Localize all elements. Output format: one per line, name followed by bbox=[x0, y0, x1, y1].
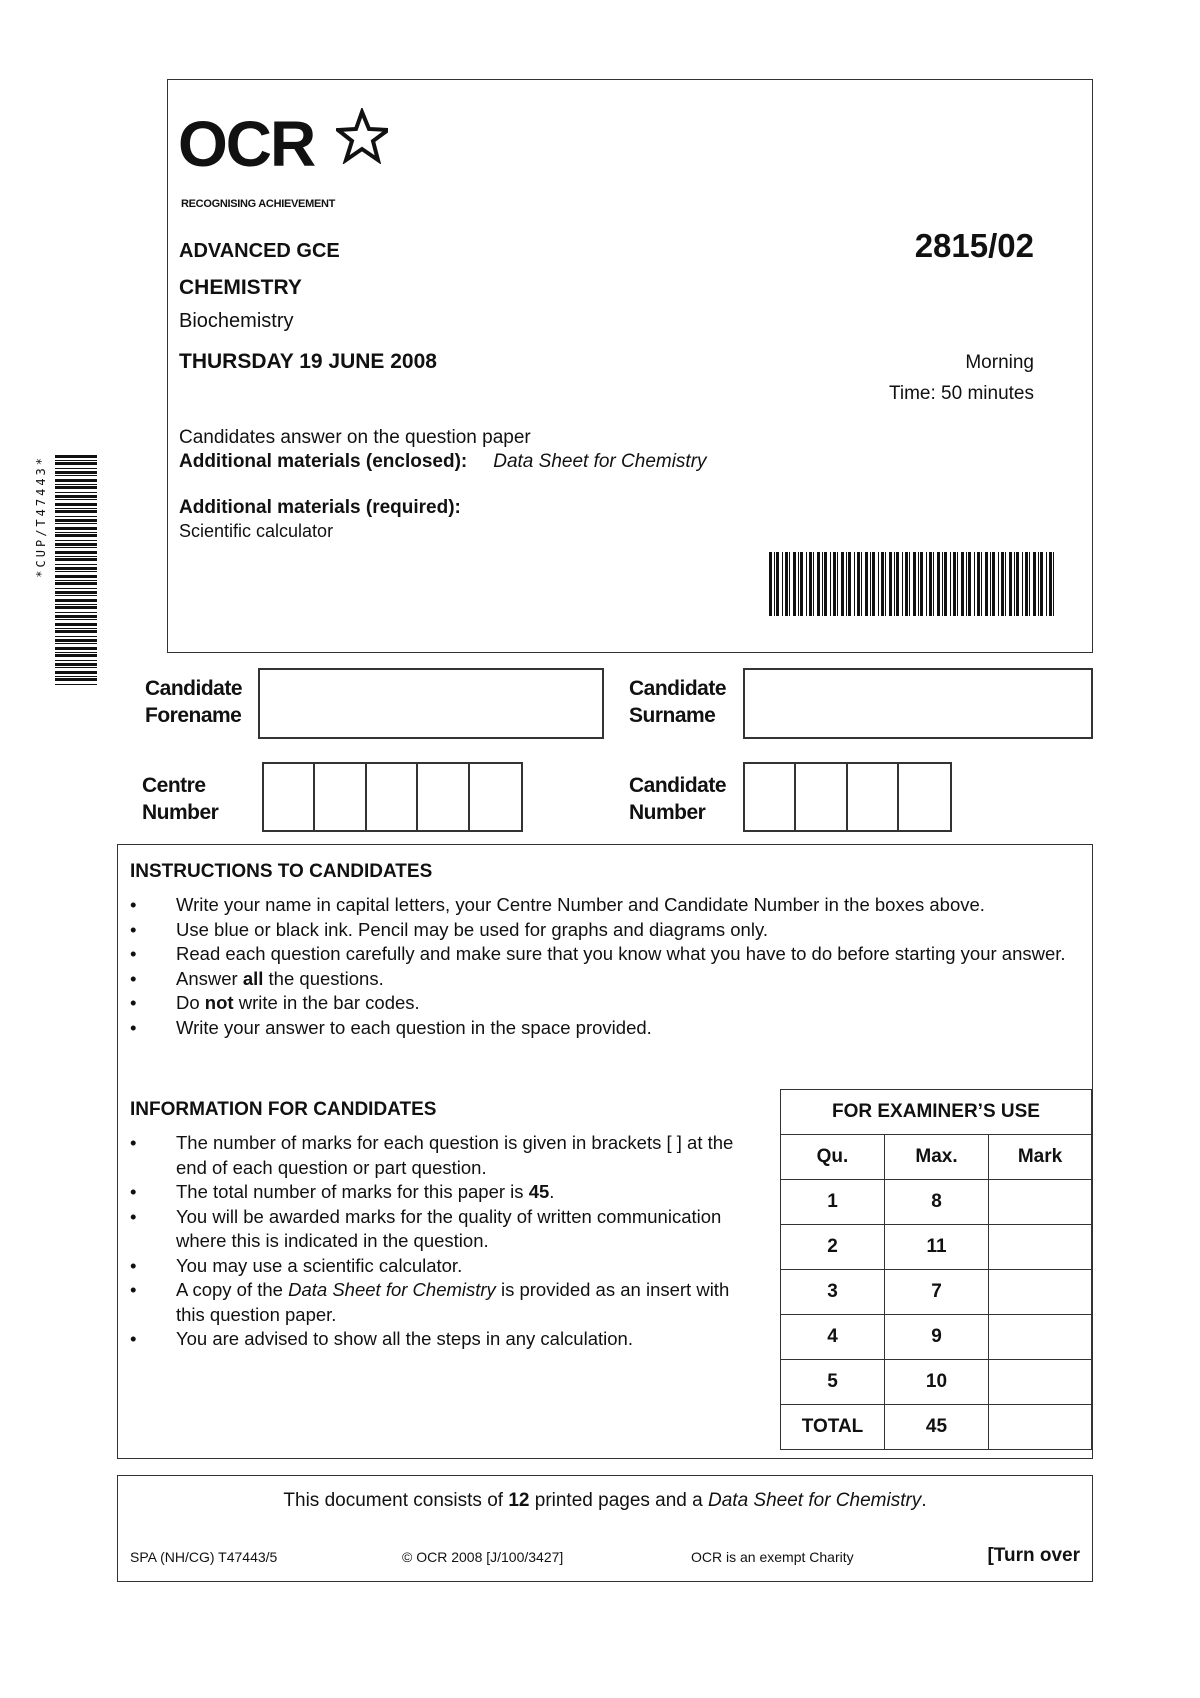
barcode-bar bbox=[846, 552, 847, 616]
col-header-max: Max. bbox=[885, 1135, 989, 1180]
instruction-item: • Use blue or black ink. Pencil may be used for graphs and diagrams only. bbox=[130, 918, 1085, 943]
instruction-item: • Write your name in capital letters, your Centre Number and Candidate Number in the boxes above. bbox=[130, 893, 1085, 918]
barcode-bar bbox=[1009, 552, 1012, 616]
barcode-bar bbox=[961, 552, 964, 616]
centre-label-line1: Centre bbox=[142, 774, 206, 797]
max-mark: 8 bbox=[885, 1180, 989, 1225]
mark-cell bbox=[989, 1315, 1092, 1360]
barcode-bar bbox=[55, 534, 97, 537]
barcode-bar bbox=[55, 503, 97, 506]
barcode-bar bbox=[55, 558, 97, 561]
barcode-bar bbox=[798, 552, 799, 616]
additional-enclosed-value: Data Sheet for Chemistry bbox=[493, 451, 707, 472]
barcode-bar bbox=[55, 663, 97, 666]
barcode-bar bbox=[837, 552, 838, 616]
barcode-bar bbox=[782, 552, 783, 616]
barcode-bar bbox=[920, 552, 923, 616]
barcode-bar bbox=[55, 508, 97, 509]
barcode-bar bbox=[905, 552, 908, 616]
barcode-bar bbox=[55, 636, 97, 637]
barcode-bar bbox=[1016, 552, 1019, 616]
barcode-bar bbox=[870, 552, 871, 616]
barcode-bar bbox=[944, 552, 947, 616]
barcode-bar bbox=[824, 552, 827, 616]
barcode-bar bbox=[918, 552, 919, 616]
max-mark: 11 bbox=[885, 1225, 989, 1270]
barcode-bar bbox=[55, 486, 97, 489]
barcode-bar bbox=[885, 552, 886, 616]
barcode-bar bbox=[55, 547, 97, 548]
instruction-emphasis: all bbox=[242, 967, 264, 989]
barcode bbox=[769, 552, 1059, 616]
barcode-bar bbox=[1049, 552, 1052, 616]
logo-tagline: RECOGNISING ACHIEVEMENT bbox=[181, 198, 336, 210]
barcode-bar bbox=[55, 575, 97, 578]
barcode-bar bbox=[817, 552, 820, 616]
information-item: • You may use a scientific calculator. bbox=[130, 1254, 750, 1279]
table-row-total bbox=[781, 1405, 1092, 1450]
candidate-digit-box[interactable] bbox=[796, 764, 847, 830]
table-row bbox=[781, 1225, 1092, 1270]
barcode-bar bbox=[55, 510, 97, 513]
barcode-bar bbox=[55, 567, 97, 570]
barcode-bar bbox=[55, 527, 97, 530]
exam-date: THURSDAY 19 JUNE 2008 bbox=[179, 350, 437, 373]
ocr-logo bbox=[178, 108, 315, 180]
centre-label-line2: Number bbox=[142, 801, 219, 824]
barcode-bar bbox=[55, 543, 97, 546]
candidate-forename-label bbox=[145, 675, 242, 729]
barcode-bar bbox=[1046, 552, 1047, 616]
barcode-bar bbox=[55, 628, 97, 629]
barcode-bar bbox=[55, 523, 97, 524]
instruction-emphasis: not bbox=[204, 992, 234, 1013]
subject-title: CHEMISTRY bbox=[179, 276, 302, 299]
qualification-level: ADVANCED GCE bbox=[179, 240, 340, 262]
table-row bbox=[781, 1270, 1092, 1315]
paper-reference: SPA (NH/CG) T47443/5 bbox=[130, 1549, 278, 1565]
paper-code: 2815/02 bbox=[914, 227, 1034, 264]
barcode-bar bbox=[55, 676, 97, 677]
barcode-bar bbox=[55, 460, 97, 461]
barcode-bar bbox=[55, 468, 97, 469]
pages-count: 12 bbox=[508, 1490, 530, 1511]
number-label-line1: Candidate bbox=[629, 774, 727, 797]
info-text: . bbox=[549, 1181, 555, 1202]
barcode-bar bbox=[1001, 552, 1004, 616]
charity-notice: OCR is an exempt Charity bbox=[691, 1549, 854, 1565]
examiner-use-table bbox=[780, 1089, 1092, 1450]
max-mark: 9 bbox=[885, 1315, 989, 1360]
barcode-bar bbox=[822, 552, 823, 616]
candidate-forename-field[interactable] bbox=[258, 668, 604, 739]
max-mark: 7 bbox=[885, 1270, 989, 1315]
answer-on-note: Candidates answer on the question paper bbox=[179, 427, 531, 448]
barcode-bar bbox=[55, 484, 97, 485]
question-number: 4 bbox=[781, 1315, 885, 1360]
centre-digit-box[interactable] bbox=[470, 764, 521, 830]
instructions-list bbox=[130, 893, 1085, 1040]
barcode-bar bbox=[926, 552, 927, 616]
instruction-item: • Write your answer to each question in the space provided. bbox=[130, 1016, 1085, 1041]
max-mark: 10 bbox=[885, 1360, 989, 1405]
instruction-item: • Read each question carefully and make sure that you know what you have to do before starting your answer. bbox=[130, 942, 1085, 967]
barcode-bar bbox=[55, 615, 97, 618]
barcode-bar bbox=[809, 552, 812, 616]
barcode-bar bbox=[1022, 552, 1023, 616]
barcode-bar bbox=[55, 639, 97, 642]
barcode-bar bbox=[942, 552, 943, 616]
question-number: 3 bbox=[781, 1270, 885, 1315]
barcode-bar bbox=[55, 516, 97, 517]
mark-cell bbox=[989, 1360, 1092, 1405]
barcode-bar bbox=[894, 552, 895, 616]
information-item: • The number of marks for each question is given in brackets [ ] at the end of each question or part question. bbox=[130, 1131, 750, 1180]
total-label: TOTAL bbox=[781, 1405, 885, 1450]
number-label-line2: Number bbox=[629, 801, 706, 824]
centre-number-label bbox=[142, 772, 218, 826]
barcode-bar bbox=[55, 492, 97, 493]
table-row bbox=[781, 1315, 1092, 1360]
candidate-number-label bbox=[629, 772, 726, 826]
barcode-bar bbox=[55, 499, 97, 500]
barcode-bar bbox=[55, 678, 97, 681]
barcode-bar bbox=[1038, 552, 1039, 616]
barcode-bar bbox=[889, 552, 892, 616]
candidate-surname-label bbox=[629, 675, 726, 729]
barcode-bar bbox=[992, 552, 995, 616]
info-text: A copy of the bbox=[176, 1279, 289, 1300]
centre-digit-box[interactable] bbox=[264, 764, 315, 830]
additional-required-label: Additional materials (required): bbox=[179, 497, 461, 518]
barcode-bar bbox=[830, 552, 831, 616]
examiner-table-title: FOR EXAMINER’S USE bbox=[781, 1090, 1092, 1135]
information-list bbox=[130, 1131, 750, 1352]
barcode-bar bbox=[769, 552, 772, 616]
barcode-bar bbox=[841, 552, 844, 616]
barcode-bar bbox=[55, 606, 97, 609]
barcode-bar bbox=[1014, 552, 1015, 616]
barcode-bar bbox=[990, 552, 991, 616]
barcode-bar bbox=[55, 667, 97, 668]
barcode-bar bbox=[55, 643, 97, 644]
barcode-bar bbox=[933, 552, 934, 616]
information-item: • You will be awarded marks for the quality of written communication where this is indicated in the question. bbox=[130, 1205, 750, 1254]
barcode-bar bbox=[55, 519, 97, 522]
barcode-bar bbox=[55, 475, 97, 476]
barcode-bar bbox=[55, 556, 97, 557]
total-mark-cell bbox=[989, 1405, 1092, 1450]
barcode-bar bbox=[785, 552, 788, 616]
barcode-bar bbox=[861, 552, 862, 616]
instruction-text: the questions. bbox=[263, 967, 384, 989]
barcode-bar bbox=[937, 552, 940, 616]
information-item: • You are advised to show all the steps in any calculation. bbox=[130, 1327, 750, 1352]
barcode-bar bbox=[55, 595, 97, 596]
barcode-bar bbox=[55, 647, 97, 650]
barcode-bar bbox=[55, 671, 97, 674]
instructions-title: INSTRUCTIONS TO CANDIDATES bbox=[130, 861, 433, 882]
forename-label-line1: Candidate bbox=[145, 677, 243, 700]
information-item bbox=[130, 1278, 750, 1327]
candidate-number-field[interactable] bbox=[743, 762, 952, 832]
table-row bbox=[781, 1360, 1092, 1405]
exam-session: Morning bbox=[965, 352, 1034, 373]
barcode-bar bbox=[977, 552, 980, 616]
question-number: 2 bbox=[781, 1225, 885, 1270]
mark-cell bbox=[989, 1180, 1092, 1225]
barcode-bar bbox=[793, 552, 796, 616]
barcode-bar bbox=[55, 652, 97, 653]
additional-enclosed-label: Additional materials (enclosed): bbox=[179, 451, 468, 472]
barcode-bar bbox=[55, 599, 97, 602]
barcode-bar bbox=[872, 552, 875, 616]
side-barcode bbox=[55, 455, 97, 687]
barcode-bar bbox=[55, 564, 97, 565]
star-icon bbox=[336, 108, 388, 164]
barcode-bar bbox=[55, 684, 97, 685]
barcode-bar bbox=[806, 552, 807, 616]
barcode-bar bbox=[55, 582, 97, 585]
barcode-bar bbox=[981, 552, 982, 616]
barcode-bar bbox=[878, 552, 879, 616]
instruction-text: write in the bar codes. bbox=[233, 992, 420, 1013]
barcode-bar bbox=[55, 471, 97, 474]
barcode-bar bbox=[789, 552, 790, 616]
barcode-bar bbox=[55, 619, 97, 620]
barcode-bar bbox=[55, 623, 97, 626]
instruction-item bbox=[130, 967, 1085, 992]
barcode-bar bbox=[800, 552, 803, 616]
barcode-bar bbox=[55, 479, 97, 482]
question-number: 5 bbox=[781, 1360, 885, 1405]
barcode-bar bbox=[55, 604, 97, 605]
centre-digit-box[interactable] bbox=[418, 764, 469, 830]
mark-cell bbox=[989, 1225, 1092, 1270]
barcode-bar bbox=[968, 552, 971, 616]
barcode-bar bbox=[55, 654, 97, 657]
info-text: The total number of marks for this paper is bbox=[176, 1181, 529, 1202]
barcode-bar bbox=[985, 552, 988, 616]
centre-digit-box[interactable] bbox=[367, 764, 418, 830]
surname-label-line2: Surname bbox=[629, 704, 716, 727]
barcode-bar bbox=[902, 552, 903, 616]
barcode-bar bbox=[55, 455, 97, 458]
barcode-bar bbox=[950, 552, 951, 616]
barcode-bar bbox=[953, 552, 956, 616]
barcode-bar bbox=[774, 552, 775, 616]
barcode-bar bbox=[1053, 552, 1054, 616]
surname-label-line1: Candidate bbox=[629, 677, 727, 700]
pages-text: . bbox=[921, 1490, 927, 1511]
candidate-surname-field[interactable] bbox=[743, 668, 1093, 739]
pages-datasheet: Data Sheet for Chemistry bbox=[708, 1490, 922, 1511]
barcode-bar bbox=[55, 540, 97, 541]
total-max: 45 bbox=[885, 1405, 989, 1450]
instruction-text: Answer bbox=[176, 967, 243, 989]
centre-number-field[interactable] bbox=[262, 762, 523, 832]
barcode-bar bbox=[998, 552, 999, 616]
barcode-bar bbox=[55, 660, 97, 661]
barcode-bar bbox=[865, 552, 868, 616]
page-count-note bbox=[117, 1490, 1093, 1512]
barcode-bar bbox=[55, 612, 97, 613]
barcode-bar bbox=[1040, 552, 1043, 616]
barcode-bar bbox=[55, 462, 97, 465]
info-text: is provided as an insert with this question paper. bbox=[176, 1279, 730, 1325]
unit-title: Biochemistry bbox=[179, 310, 294, 332]
barcode-bar bbox=[813, 552, 814, 616]
barcode-bar bbox=[909, 552, 910, 616]
additional-materials-enclosed bbox=[179, 451, 707, 473]
candidate-digit-box[interactable] bbox=[899, 764, 950, 830]
barcode-bar bbox=[55, 571, 97, 572]
centre-digit-box[interactable] bbox=[315, 764, 366, 830]
barcode-bar bbox=[776, 552, 779, 616]
barcode-bar bbox=[1033, 552, 1036, 616]
pages-text: This document consists of bbox=[283, 1490, 509, 1511]
barcode-bar bbox=[881, 552, 884, 616]
barcode-bar bbox=[974, 552, 975, 616]
barcode-bar bbox=[1005, 552, 1006, 616]
instruction-item bbox=[130, 991, 1085, 1016]
table-row bbox=[781, 1180, 1092, 1225]
col-header-mark: Mark bbox=[989, 1135, 1092, 1180]
turn-over: [Turn over bbox=[987, 1545, 1080, 1566]
barcode-bar bbox=[55, 630, 97, 633]
info-emphasis: 45 bbox=[528, 1181, 550, 1202]
additional-required-value: Scientific calculator bbox=[179, 521, 334, 541]
logo-text: OCR bbox=[178, 108, 315, 180]
barcode-bar bbox=[1025, 552, 1028, 616]
barcode-bar bbox=[1029, 552, 1030, 616]
barcode-bar bbox=[957, 552, 958, 616]
barcode-bar bbox=[966, 552, 967, 616]
barcode-bar bbox=[55, 580, 97, 581]
barcode-bar bbox=[848, 552, 851, 616]
information-item bbox=[130, 1180, 750, 1205]
side-barcode-text: *CUP/T47443* bbox=[34, 455, 48, 578]
barcode-bar bbox=[833, 552, 836, 616]
pages-text: printed pages and a bbox=[529, 1490, 708, 1511]
barcode-bar bbox=[55, 588, 97, 589]
barcode-bar bbox=[55, 495, 97, 498]
barcode-bar bbox=[55, 591, 97, 594]
information-title: INFORMATION FOR CANDIDATES bbox=[130, 1099, 437, 1120]
barcode-bar bbox=[896, 552, 899, 616]
exam-time: Time: 50 minutes bbox=[888, 383, 1034, 404]
candidate-digit-box[interactable] bbox=[745, 764, 796, 830]
barcode-bar bbox=[55, 551, 97, 554]
barcode-bar bbox=[913, 552, 916, 616]
barcode-bar bbox=[854, 552, 855, 616]
question-number: 1 bbox=[781, 1180, 885, 1225]
info-italic: Data Sheet for Chemistry bbox=[288, 1279, 496, 1300]
forename-label-line2: Forename bbox=[145, 704, 242, 727]
mark-cell bbox=[989, 1270, 1092, 1315]
barcode-bar bbox=[857, 552, 860, 616]
copyright-notice: © OCR 2008 [J/100/3427] bbox=[402, 1549, 564, 1565]
barcode-bar bbox=[929, 552, 932, 616]
col-header-qu: Qu. bbox=[781, 1135, 885, 1180]
barcode-bar bbox=[55, 532, 97, 533]
instruction-text: Do bbox=[176, 992, 205, 1013]
candidate-digit-box[interactable] bbox=[848, 764, 899, 830]
